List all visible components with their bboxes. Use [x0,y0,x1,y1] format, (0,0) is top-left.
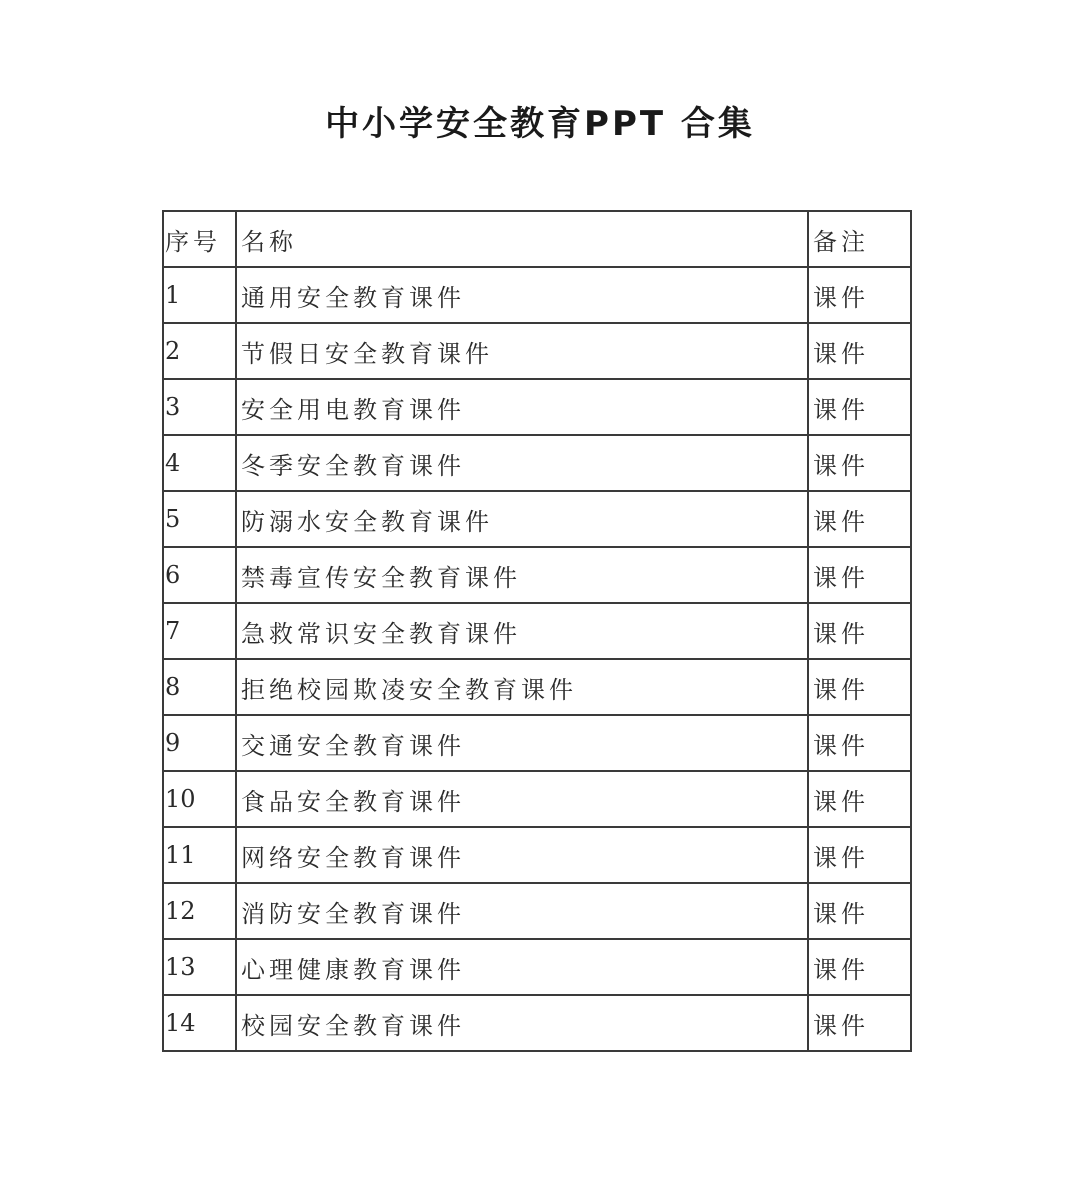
row-note-cell: 课件 [808,883,911,939]
row-note-cell: 课件 [808,435,911,491]
table-row [163,435,911,491]
row-note-cell: 课件 [808,323,911,379]
row-name-cell: 急救常识安全教育课件 [236,603,808,659]
row-note-cell: 课件 [808,995,911,1051]
table-header-row [163,211,911,267]
row-seq-cell: 2 [163,323,236,379]
row-note-cell: 课件 [808,379,911,435]
row-seq-cell: 13 [163,939,236,995]
row-note-cell: 课件 [808,827,911,883]
row-name-cell: 网络安全教育课件 [236,827,808,883]
row-seq-cell: 4 [163,435,236,491]
row-seq-cell: 12 [163,883,236,939]
table-row [163,267,911,323]
table-row [163,883,911,939]
row-name-cell: 通用安全教育课件 [236,267,808,323]
table-row [163,491,911,547]
row-note-cell: 课件 [808,491,911,547]
row-name-cell: 心理健康教育课件 [236,939,808,995]
table-row [163,771,911,827]
header-note: 备注 [808,211,911,267]
row-note-cell: 课件 [808,715,911,771]
table-row [163,715,911,771]
row-seq-cell: 11 [163,827,236,883]
row-name-cell: 禁毒宣传安全教育课件 [236,547,808,603]
row-seq-cell: 8 [163,659,236,715]
table-row [163,323,911,379]
table-body [163,211,911,1051]
row-seq-cell: 10 [163,771,236,827]
row-name-cell: 校园安全教育课件 [236,995,808,1051]
row-note-cell: 课件 [808,659,911,715]
header-seq: 序号 [163,211,236,267]
row-note-cell: 课件 [808,939,911,995]
row-seq-cell: 6 [163,547,236,603]
row-seq-cell: 7 [163,603,236,659]
row-seq-cell: 5 [163,491,236,547]
row-note-cell: 课件 [808,603,911,659]
row-name-cell: 拒绝校园欺凌安全教育课件 [236,659,808,715]
row-seq-cell: 3 [163,379,236,435]
row-name-cell: 食品安全教育课件 [236,771,808,827]
table-row [163,659,911,715]
row-name-cell: 交通安全教育课件 [236,715,808,771]
row-name-cell: 安全用电教育课件 [236,379,808,435]
table-row [163,603,911,659]
table-row [163,379,911,435]
row-name-cell: 消防安全教育课件 [236,883,808,939]
table-row [163,995,911,1051]
row-note-cell: 课件 [808,771,911,827]
row-seq-cell: 1 [163,267,236,323]
course-table [162,210,912,1052]
table-row [163,827,911,883]
row-seq-cell: 14 [163,995,236,1051]
row-note-cell: 课件 [808,267,911,323]
row-name-cell: 防溺水安全教育课件 [236,491,808,547]
table-row [163,547,911,603]
table-row [163,939,911,995]
document-title: 中小学安全教育PPT 合集 [325,104,755,144]
row-note-cell: 课件 [808,547,911,603]
row-name-cell: 节假日安全教育课件 [236,323,808,379]
row-seq-cell: 9 [163,715,236,771]
row-name-cell: 冬季安全教育课件 [236,435,808,491]
header-name: 名称 [236,211,808,267]
